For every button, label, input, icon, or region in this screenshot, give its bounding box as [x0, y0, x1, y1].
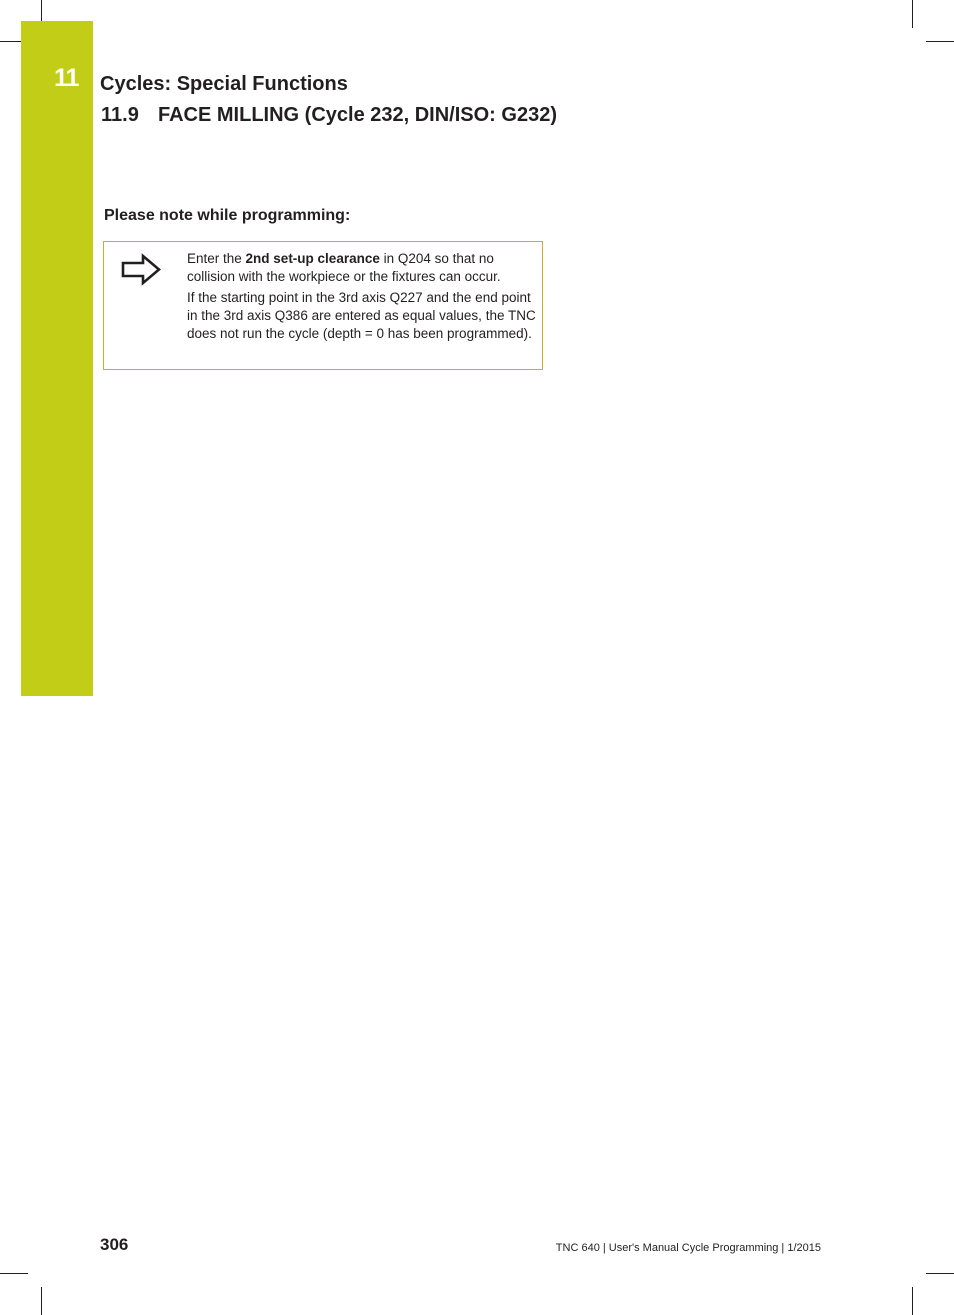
note-paragraph [187, 250, 539, 286]
crop-mark [912, 0, 913, 28]
crop-mark [926, 41, 954, 42]
crop-mark [0, 1273, 28, 1274]
arrow-right-icon [119, 252, 164, 287]
note-emphasis: 2nd set-up clearance [245, 251, 380, 266]
section-title: FACE MILLING (Cycle 232, DIN/ISO: G232) [158, 104, 557, 126]
note-text-run: in Q204 so that no collision with the workpiece or the fixtures can occur. [187, 251, 501, 284]
chapter-title: Cycles: Special Functions [100, 73, 348, 95]
page-number: 306 [100, 1235, 129, 1254]
note-text [187, 250, 539, 346]
note-text-run: Enter the [187, 251, 246, 266]
crop-mark [926, 1273, 954, 1274]
crop-mark [41, 1287, 42, 1315]
chapter-bar [21, 21, 93, 696]
chapter-number: 11 [54, 64, 79, 92]
crop-mark [912, 1287, 913, 1315]
note-paragraph: If the starting point in the 3rd axis Q227 and the end point in the 3rd axis Q386 are entered as equal values, the TNC does not run the cycle (depth = 0 has been programmed). [187, 290, 536, 341]
section-heading [101, 104, 557, 127]
note-heading: Please note while programming: [104, 207, 351, 224]
note-box [103, 241, 543, 370]
footer-text: TNC 640 | User's Manual Cycle Programming | 1/2015 [555, 1242, 821, 1254]
note-divider [184, 242, 185, 369]
section-number: 11.9 [101, 104, 139, 126]
